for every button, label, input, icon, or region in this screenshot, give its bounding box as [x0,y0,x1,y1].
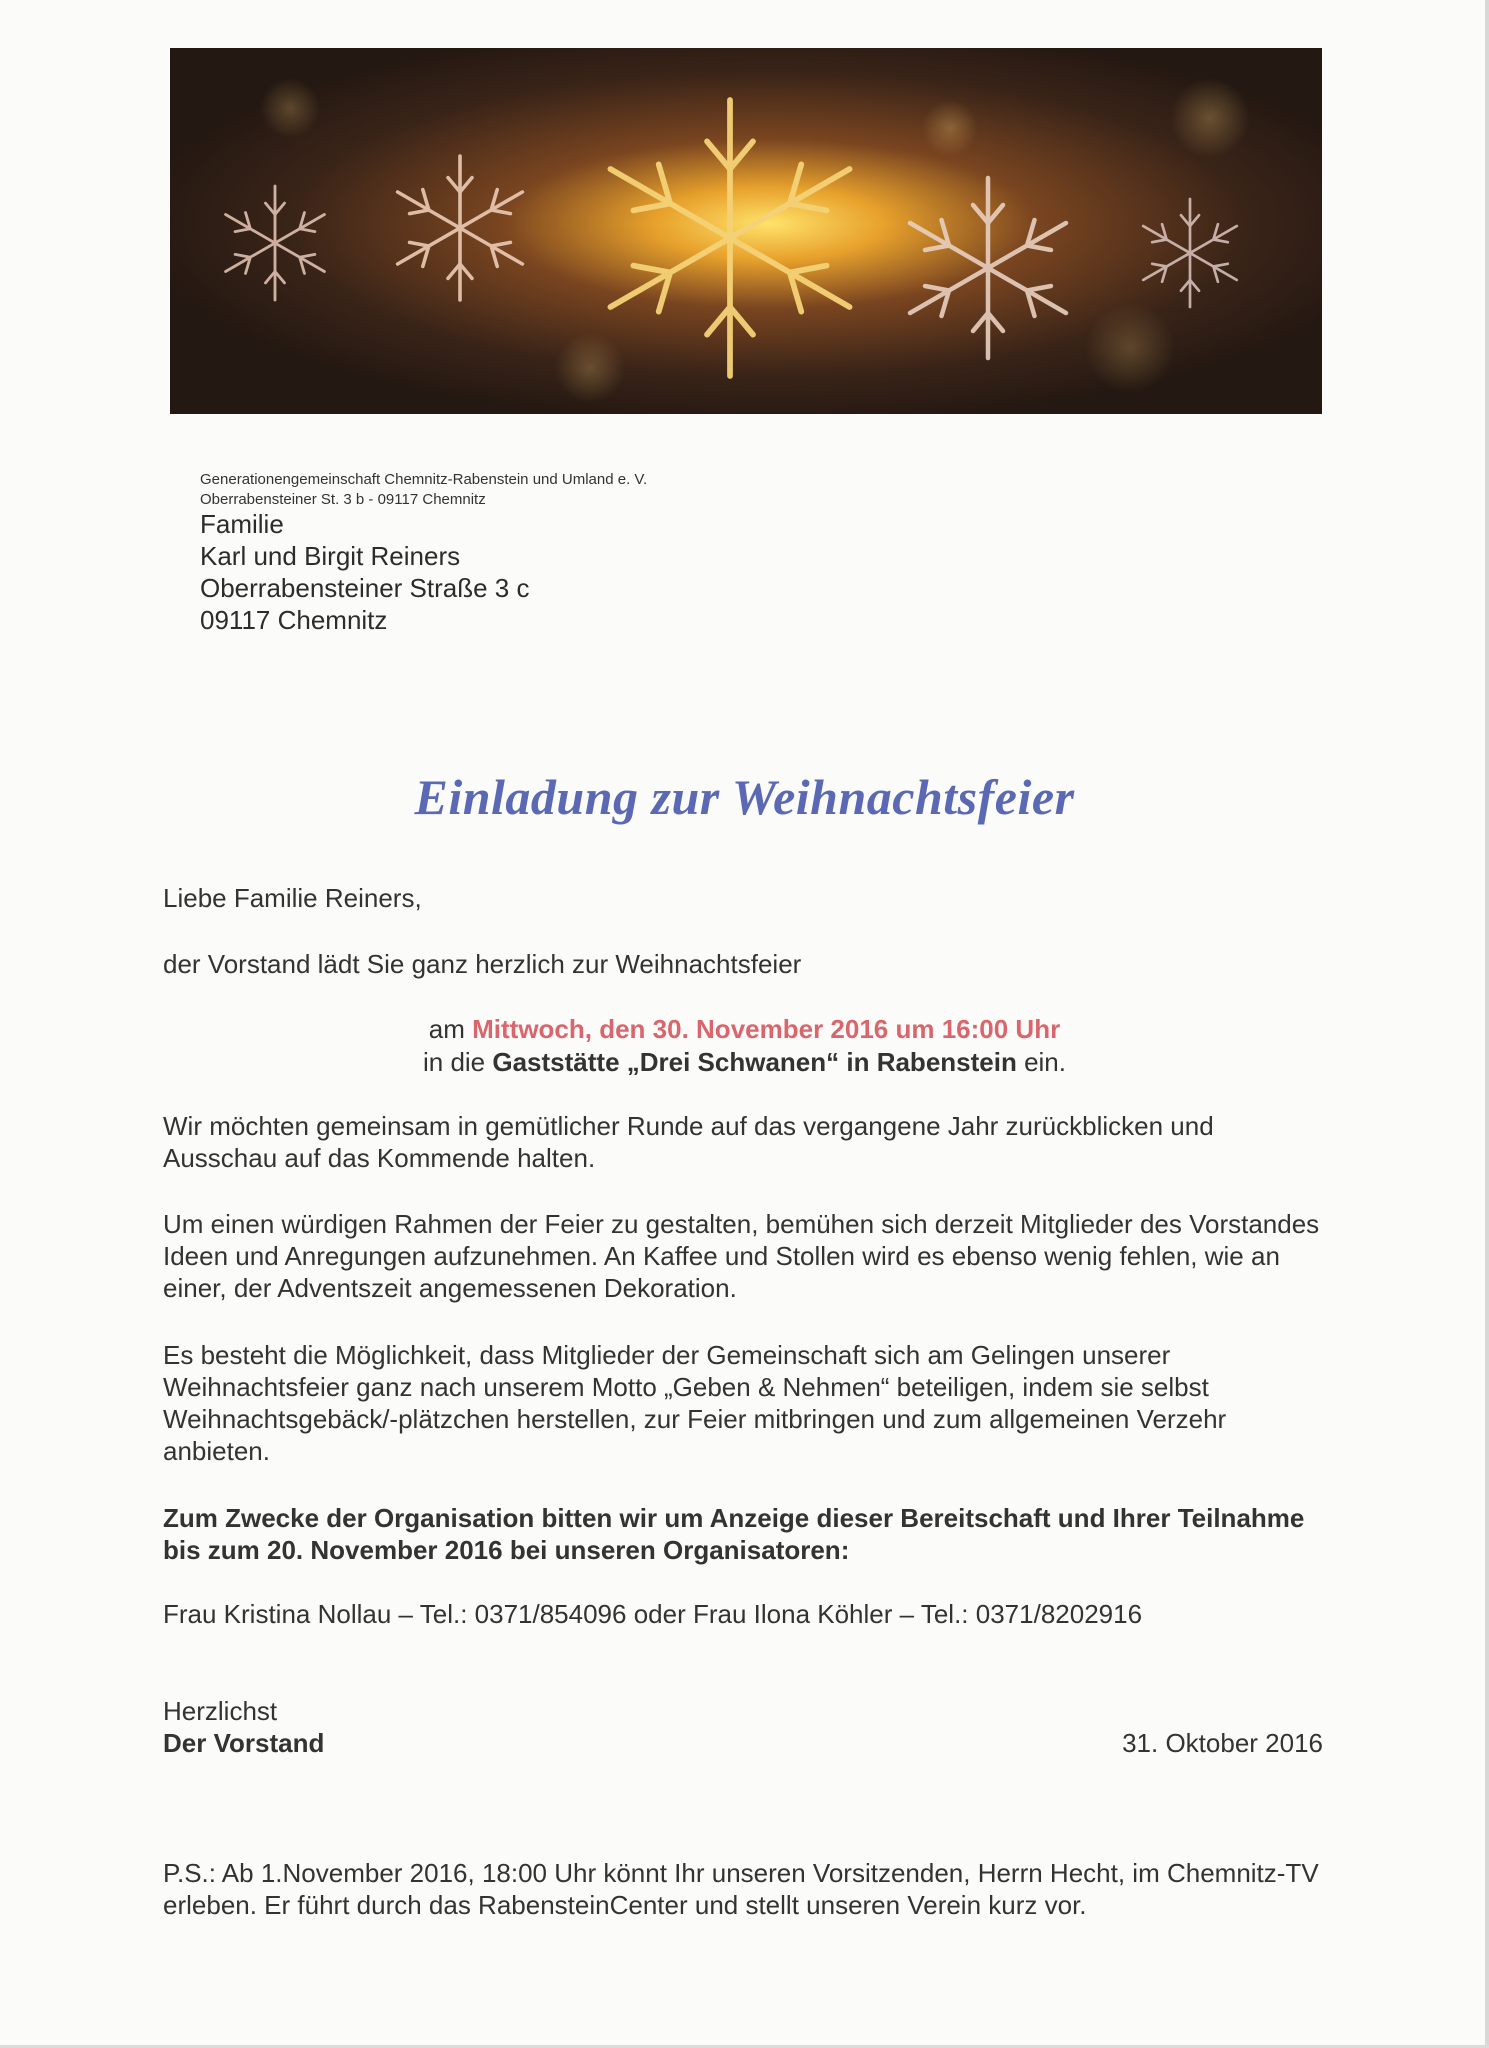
paragraph: Um einen würdigen Rahmen der Feier zu gestalten, bemühen sich derzeit Mitglieder des Vorstandes Ideen und Anregungen aufzunehmen. An Kaffee und Stollen wird es ebenso wenig fehlen, wie an einer, der Adventszeit angemessenen Dekoration. [163,1209,1320,1303]
snowflake-banner-graphic [170,48,1322,414]
paragraph: Es besteht die Möglichkeit, dass Mitglieder der Gemeinschaft sich am Gelingen unserer Weihnachtsfeier ganz nach unserem Motto „Geben & Nehmen“ beteiligen, indem sie selbst Weihnachtsgebäck/-plätzchen herstellen, zur Feier mitbringen und zum allgemeinen Verzehr anbieten. [163,1340,1227,1466]
event-location: Gaststätte „Drei Schwanen“ in Rabenstein [492,1047,1017,1077]
sender-address [200,470,647,510]
intro-text: der Vorstand lädt Sie ganz herzlich zur Weihnachtsfeier [163,949,802,979]
postscript: P.S.: Ab 1.November 2016, 18:00 Uhr könnt Ihr unseren Vorsitzenden, Herrn Hecht, im Chemnitz-TV erleben. Er führt durch das RabensteinCenter und stellt unseren Verein kurz vor. [163,1858,1319,1920]
organiser-contacts: Frau Kristina Nollau – Tel.: 0371/854096 oder Frau Ilona Köhler – Tel.: 0371/8202916 [163,1599,1143,1629]
sender-organisation: Generationengemeinschaft Chemnitz-Rabenstein und Umland e. V. [200,471,648,488]
organisation-note: Zum Zwecke der Organisation bitten wir um Anzeige dieser Bereitschaft und Ihrer Teilnahme bis zum 20. November 2016 bei unseren Organisatoren: [163,1503,1305,1565]
event-location-line [0,1046,1489,1078]
location-prefix: in die [422,1047,493,1077]
event-prefix: am [428,1014,473,1044]
recipient-line: 09117 Chemnitz [200,605,388,635]
snowflake-banner-image [170,48,1322,414]
closing: Herzlichst [163,1696,278,1726]
location-suffix: ein. [1016,1047,1066,1077]
event-datetime-line [0,1013,1489,1045]
signature: Der Vorstand [163,1728,325,1758]
paragraph: Wir möchten gemeinsam in gemütlicher Runde auf das vergangene Jahr zurückblicken und Ausschau auf das Kommende halten. [163,1111,1214,1173]
recipient-line: Karl und Birgit Reiners [200,541,461,571]
letter-date: 31. Oktober 2016 [1122,1728,1323,1758]
letter-title: Einladung zur Weihnachtsfeier [414,769,1075,825]
recipient-address [200,508,530,636]
sender-street: Oberrabensteiner St. 3 b - 09117 Chemnitz [200,491,486,508]
recipient-line: Oberrabensteiner Straße 3 c [200,573,530,603]
recipient-line: Familie [200,509,284,539]
scan-edge-right [1485,0,1489,2048]
salutation: Liebe Familie Reiners, [163,883,422,913]
event-datetime: Mittwoch, den 30. November 2016 um 16:00 Uhr [472,1014,1061,1044]
